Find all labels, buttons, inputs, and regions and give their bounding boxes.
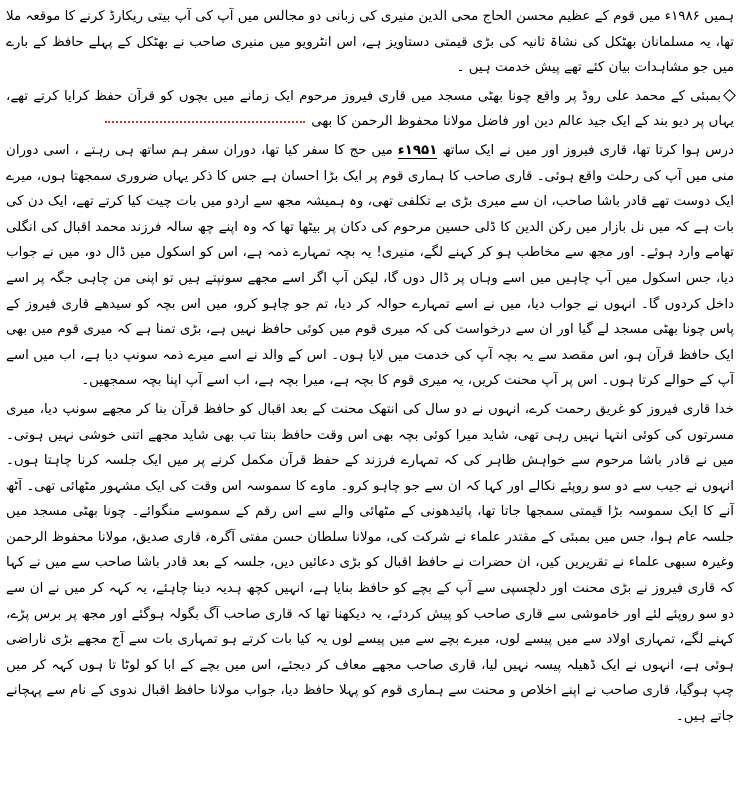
setting-text: بمبئی کے محمد علی روڈ پر واقع چونا بھٹی مسجد میں قاری فیروز مرحوم ایک زمانے میں بچوں کو قرآن حفظ کرایا کرتے تھے، یہاں پر دیو بند کے ایک جید عالم دین اور فاضل مولانا محفوظ الرحمن کا بھی <box>6 88 734 130</box>
intro-paragraph <box>6 4 734 81</box>
closing-paragraph <box>6 397 734 730</box>
diamond-bullet-icon <box>723 89 736 102</box>
narrative-paragraph <box>6 138 734 394</box>
year-highlight: ۱۹۵۱ء <box>397 142 438 158</box>
intro-text: ہمیں ۱۹۸۶ء میں قوم کے عظیم محسن الحاج محی الدین منیری کی زبانی دو مجالس میں آپ کی آپ بیتی ریکارڈ کرنے کا موقعہ ملا تھا، یہ مسلمانان بھٹکل کی نشاۃ ثانیہ کی بڑی قیمتی دستاویز ہے، اس انٹرویو میں منیری صاحب نے بھٹکل کے پہلے حافظ کے بارے میں جو مشاہدات بیان کئے تھے پیش خدمت ہیں ۔ <box>6 9 735 76</box>
dotted-rule <box>105 120 305 123</box>
setting-paragraph <box>6 84 734 135</box>
narrative-text-start: درس ہوا کرتا تھا، قاری فیروز اور میں نے ایک ساتھ <box>442 142 734 158</box>
closing-text: خدا قاری فیروز کو غریق رحمت کرے، انہوں نے دو سال کی انتھک محنت کے بعد اقبال کو حافظ قرآن بنا کر مجھے سونپ دیا، میری مسرتوں کی کوئی انتہا نہیں رہی تھی، شاید میرا کوئی بچہ بھی اس وقت حافظ بنتا تب بھی شاید مجھے اتنی خوشی نہیں ہوتی۔ میں نے قادر باشا مرحوم سے خواہش ظاہر کی کہ تمہارے فرزند کے حفظ قرآن مکمل کرنے پر میں ایک جلسہ کرنا چاہتا ہوں۔ انہوں نے جیب سے دو سو روپئے نکالے اور کہا کہ ان سے جو چاہو کرو۔ ماوے کا سموسہ اس وقت کی ایک مشہور مٹھائی تھی۔ آٹھ آنے کا ایک سموسہ بڑا قیمتی سمجھا جاتا تھا، پائیدھونی کے مٹھائی والے سے اس رقم کے سموسے منگوائے۔ چونا بھٹی مسجد میں جلسہ عام ہوا، جس میں بمبئی کے مقتدر علماء نے شرکت کی، مولانا سلطان حسن مفتی آگرہ، قاری صدیق، مولانا محفوظ الرحمن وغیرہ سبھی علماء نے تقریریں کیں، ان حضرات نے حافظ اقبال کو بڑی دعائیں دیں، جلسہ کے بعد قادر باشا صاحب سے میں نے کہا کہ قاری فیروز نے بڑی محنت اور دلچسپی سے آپ کے بچے کو حافظ بنایا ہے، انہیں کچھ ہدیہ دینا چاہئے، یہ کہہ کر میں نے ان سے دو سو روپئے لئے اور خاموشی سے قاری صاحب کو پیش کردئے، یہ دیکھنا تھا کہ قاری صاحب آگ بگولہ ہوگئے اور مجھ پر برس پڑے، کہنے لگے، تمہاری اولاد سے میں پیسے لوں، میرے بچے سے میں پیسے لوں یہ کیا بات کرتے ہو تمہاری بات سے آج مجھے بڑی ناراضی ہوئی ہے، انہوں نے ایک ڈھیلہ پیسہ نہیں لیا، قاری صاحب مجھے معاف کر دیجئے، اس میں بچے کے ابا کو لوٹا تا ہوں کہہ کر میں چپ ہوگیا، قاری صاحب نے اپنے اخلاص و محنت سے ہماری قوم کو پہلا حافظ دیا، جواب مولانا حافظ اقبال ندوی کے نام سے پہچانے جاتے ہیں۔ <box>6 401 734 725</box>
narrative-text-rest: میں حج کا سفر کیا تھا، دوران سفر ہم ساتھ ہی رہتے ، اسی دوران منی میں آپ کی رحلت واقع ہوئی۔ قاری صاحب کا ہماری قوم پر ایک بڑا احسان ہے جس کا ذکر یہاں ضروری سمجھتا ہوں، میرے ایک دوست تھے قادر باشا صاحب، ان سے میری بڑی بے تکلفی تھی، وہ ہمیشہ مجھ سے اردو میں بات چیت کیا کرتے تھے، ایک دن کی بات ہے کہ میں نل بازار میں رکن الدین کا ڈلی حسین مرحوم کی دکان پر بیٹھا تھا کہ وہ اپنے چھ سالہ فرزند محمد اقبال کی انگلی تھامے وارد ہوئے۔ اور مجھ سے مخاطب ہو کر کہنے لگے، منیری! یہ بچہ تمہارے ذمہ ہے، اس کو اسکول میں ڈال دو، میں نے جواب دیا، جس اسکول میں آپ چاہیں میں اسے وہاں پر ڈال دوں گا، لیکن آپ اگر اسے مجھے سونپتے ہیں تو اپنی من چاہی جگہ پر اسے داخل کردوں گا۔ انہوں نے جواب دیا، میں نے اسے تمہارے حوالہ کر دیا، تم جو چاہو کرو، میں اس بچہ کو سیدھے قاری فیروز کے پاس چونا بھٹی مسجد لے گیا اور ان سے درخواست کی کہ میری قوم میں کوئی حافظ نہیں ہے، بڑی تمنا ہے کہ میری قوم میں بھی ایک حافظ قرآن ہو، اس مقصد سے یہ بچہ آپ کی خدمت میں لایا ہوں۔ اس کے والد نے اسے میرے ذمہ سونپ دیا ہے، اب میں اسے آپ کے حوالے کرتا ہوں۔ اس پر آپ محنت کریں، یہ میری قوم کا بچہ ہے، میرا بچہ ہے، اب اسے آپ اپنا بچہ سمجھیں۔ <box>6 142 734 389</box>
document-page <box>6 4 734 786</box>
